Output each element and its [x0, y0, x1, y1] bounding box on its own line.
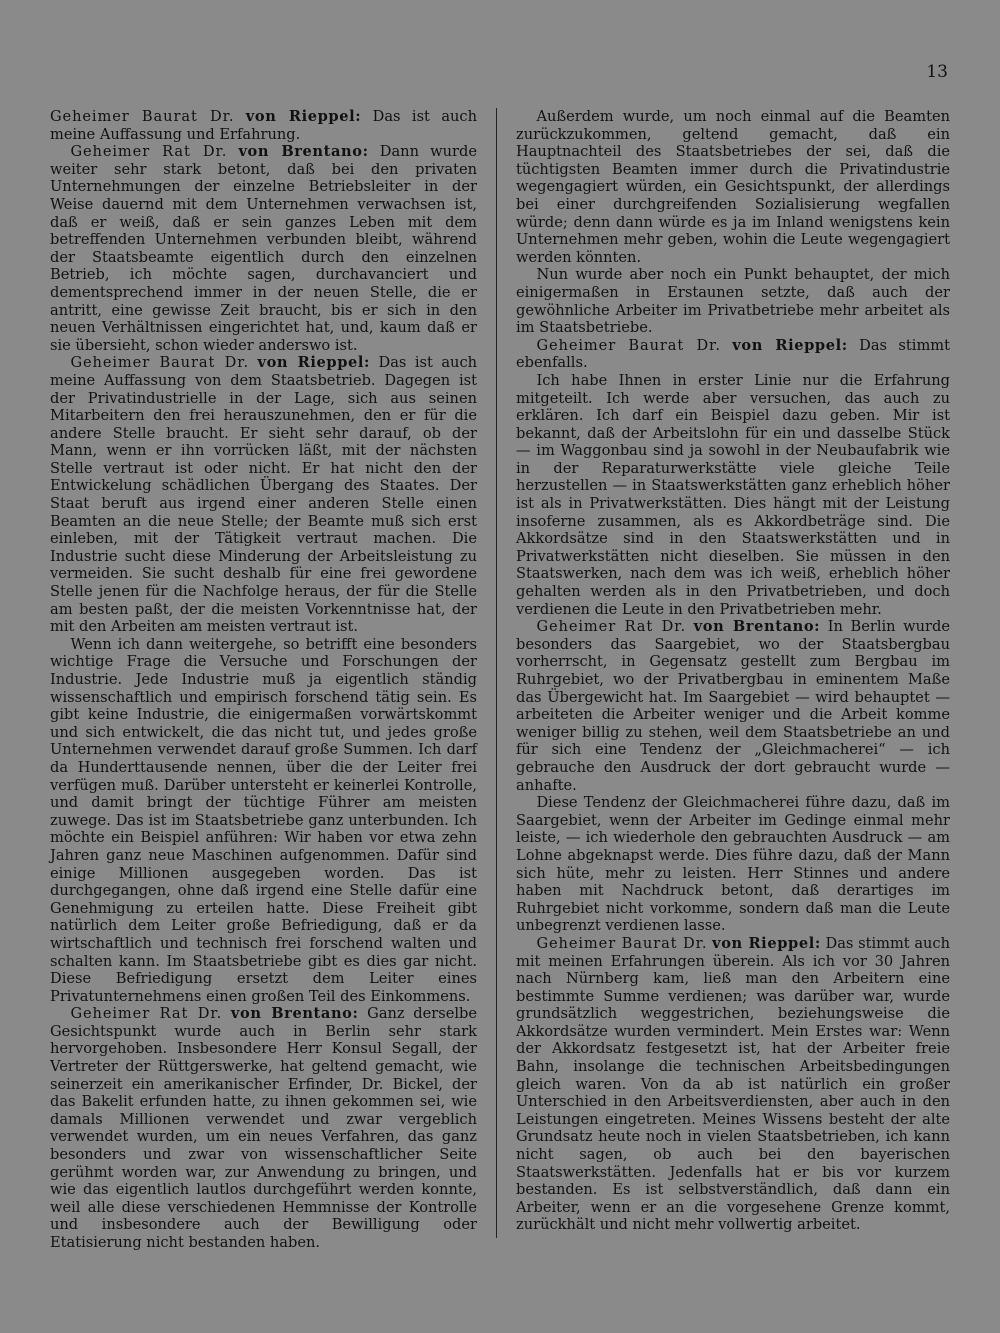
- paragraph-text: Ich habe Ihnen in erster Linie nur die Erfahrung mitgeteilt. Ich werde aber versuchen, das auch zu erklären. Ich darf ein Beispiel dazu geben. Mir ist bekannt, daß der Arbeitslohn für ein und dasselbe Stück — im Waggonbau sind ja sowohl in der Neubaufabrik wie in der Reparaturwerkstätte viele gleiche Teile herzustellen — in Staatswerkstätten ganz erheblich höher ist als in Privatwerkstätten. Dies hängt mit der Leistung insoferne zusammen, als es Akkordbeträge sind. Die Akkordsätze sind in den Staatswerkstätten und in Privatwerkstätten nicht dieselben. Sie müssen in den Staatswerken, nach dem was ich weiß, erheblich höher gehalten werden als in den Privatbetrieben, und doch verdienen die Leute in den Privatbetrieben mehr.: [516, 371, 950, 618]
- paragraph: [50, 636, 477, 1005]
- paragraph: [516, 794, 950, 935]
- paragraph: [50, 143, 477, 354]
- paragraph-text: Diese Tendenz der Gleichmacherei führe dazu, daß im Saargebiet, wenn der Arbeiter im Gedinge einmal mehr leiste, — ich wiederhole den gebrauchten Ausdruck — am Lohne abgeknapst werde. Dies führe dazu, daß der Mann sich hüte, mehr zu leisten. Herr Stinnes und andere haben mit Nachdruck betont, daß derartiges im Ruhrgebiet nicht vorkomme, sondern daß man die Leute unbegrenzt verdienen lasse.: [516, 794, 950, 935]
- speaker-title: Geheimer Rat Dr.: [536, 618, 687, 636]
- speaker-title: Geheimer Baurat Dr.: [70, 354, 250, 372]
- speaker-title: Geheimer Baurat Dr.: [536, 336, 721, 354]
- paragraph: [516, 108, 950, 266]
- speaker-name: von Brentano:: [693, 618, 821, 636]
- paragraph-text: Das stimmt ebenfalls.: [516, 336, 950, 372]
- paragraph-text: Nun wurde aber noch ein Punkt behauptet, der mich einigermaßen in Erstaunen setzte, daß auch der gewöhnliche Arbeiter im Privatbetriebe mehr arbeitet als im Staatsbetriebe.: [516, 266, 950, 337]
- paragraph-text: Das stimmt auch mit meinen Erfahrungen überein. Als ich vor 30 Jahren nach Nürnberg kam, ließ man den Arbeitern eine bestimmte Summe verdienen; was darüber war, wurde grundsätzlich weggestrichen, beziehungsweise die Akkordsätze wurden vermindert. Mein Erstes war: Wenn der Akkordsatz festgesetzt ist, hat der Arbeiter freie Bahn, insolange die technischen Arbeitsbedingungen gleich waren. Von da ab ist natürlich ein großer Unterschied in den Arbeitsverdiensten, aber auch in den Leistungen eingetreten. Meines Wissens besteht der alte Grundsatz heute noch in vielen Staatsbetrieben, ich kann nicht sagen, ob auch bei den bayerischen Staatswerkstätten. Jedenfalls hat er bis vor kurzem bestanden. Es ist selbstverständlich, daß dann ein Arbeiter, wenn er an die vorgesehene Grenze kommt, zurückhält und nicht mehr vollwertig arbeitet.: [516, 934, 951, 1234]
- speaker-name: von Rieppel:: [257, 354, 371, 372]
- right-column: [516, 108, 950, 1234]
- speaker-name: von Rieppel:: [712, 934, 821, 952]
- paragraph-text: In Berlin wurde besonders das Saargebiet, wo der Staatsbergbau vorherrscht, in Gegensatz gestellt zum Bergbau im Ruhrgebiet, wo der Privatbergbau in eminentem Maße das Übergewicht hat. Im Saargebiet — wird behauptet — arbeiteten die Arbeiter weniger und die Arbeit komme weniger billig zu stehen, weil dem Staatsbetriebe an und für sich eine Tendenz der „Gleichmacherei“ — ich gebrauche den Ausdruck der dort gebraucht wurde — anhafte.: [516, 618, 950, 794]
- paragraph-text: Das ist auch meine Auffassung und Erfahrung.: [50, 108, 477, 143]
- paragraph-text: Wenn ich dann weitergehe, so betrifft eine besonders wichtige Frage die Versuche und Forschungen der Industrie. Jede Industrie muß ja eigentlich ständig wissenschaftlich und empirisch forschend tätig sein. Es gibt keine Industrie, die einigermaßen vorwärtskommt und sich entwickelt, die das nicht tut, und jedes große Unternehmen verwendet darauf große Summen. Ich darf da Hunderttausende nennen, über die der Leiter frei verfügen muß. Darüber untersteht er keinerlei Kontrolle, und damit bringt der tüchtige Führer am meisten zuwege. Das ist im Staatsbetriebe ganz unterbunden. Ich möchte ein Beispiel anführen: Wir haben vor etwa zehn Jahren ganz neue Maschinen aufgenommen. Dafür sind einige Millionen ausgegeben worden. Das ist durchgegangen, ohne daß irgend eine Stelle dafür eine Genehmigung zu erteilen hatte. Diese Freiheit gibt natürlich dem Leiter große Befriedigung, daß er da wirtschaftlich und technisch frei forschend walten und schalten kann. Im Staatsbetriebe gibt es dies gar nicht. Diese Befriedigung ersetzt dem Leiter eines Privatunternehmens einen großen Teil des Einkommens.: [50, 635, 477, 1005]
- speaker-name: von Brentano:: [230, 1005, 359, 1023]
- paragraph: [50, 108, 477, 143]
- paragraph: [516, 266, 950, 336]
- speaker-name: von Brentano:: [238, 143, 369, 161]
- paragraph-text: Ganz derselbe Gesichtspunkt wurde auch in Berlin sehr stark hervorgehoben. Insbesondere Herr Konsul Segall, der Vertreter der Rüttgerswerke, hat geltend gemacht, wie seinerzeit ein amerikanischer Erfinder, Dr. Bickel, der das Bakelit erfunden hatte, zu ihnen gekommen sei, wie damals Millionen verwendet und zwar vergeblich verwendet wurden, um ein neues Verfahren, das ganz besonders und zwar von wissenschaftlicher Seite gerühmt worden war, zur Anwendung zu bringen, und wie das eigentlich lautlos durchgeführt werden konnte, weil alle diese verschiedenen Hemmnisse der Kontrolle und insbesondere auch der Bewilligung oder Etatisierung nicht bestanden haben.: [50, 1005, 478, 1251]
- left-column: [50, 108, 477, 1252]
- paragraph: [516, 337, 950, 372]
- column-divider: [496, 108, 497, 1238]
- paragraph: [50, 1005, 477, 1251]
- paragraph: [516, 935, 950, 1234]
- paragraph: [50, 354, 477, 636]
- paragraph: [516, 372, 950, 618]
- paragraph-text: Außerdem wurde, um noch einmal auf die Beamten zurückzukommen, geltend gemacht, daß ein Hauptnachteil des Staatsbetriebes der sei, daß die tüchtigsten Beamten immer durch die Privatindustrie wegengagiert würden, ein Gesichtspunkt, der allerdings bei einer durchgreifenden Sozialisierung wegfallen würde; denn dann würde es ja im Inland wenigstens kein Unternehmen mehr geben, wohin die Leute wegengagiert werden könnten.: [516, 108, 950, 266]
- paragraph-text: Das ist auch meine Auffassung von dem Staatsbetrieb. Dagegen ist der Privatindustrielle in der Lage, sich aus seinen Mitarbeitern den frei herauszunehmen, den er für die andere Stelle braucht. Er sieht sehr darauf, ob der Mann, wenn er ihn vorrücken läßt, mit der nächsten Stelle vertraut ist oder nicht. Er hat nicht den der Entwickelung schädlichen Übergang des Staates. Der Staat beruft aus irgend einer anderen Stelle einen Beamten an die neue Stelle; der Beamte muß sich erst einleben, mit der Tätigkeit vertraut machen. Die Industrie sucht diese Minderung der Arbeitsleistung zu vermeiden. Sie sucht deshalb für eine frei gewordene Stelle jenen für die Nachfolge heraus, der für die Stelle am besten paßt, der die meisten Vorkenntnisse hat, der mit den Arbeiten am meisten vertraut ist.: [50, 354, 478, 636]
- speaker-title: Geheimer Rat Dr.: [70, 143, 228, 161]
- paragraph: [516, 618, 950, 794]
- speaker-name: von Rieppel:: [732, 336, 848, 354]
- speaker-name: von Rieppel:: [245, 108, 362, 125]
- speaker-title: Geheimer Rat Dr.: [70, 1005, 223, 1023]
- paragraph-text: Dann wurde weiter sehr stark betont, daß bei den privaten Unternehmungen der einzelne Betriebsleiter in der Weise dauernd mit dem Unternehmen verwachsen ist, daß er weiß, daß er sein ganzes Leben mit dem betreffenden Unternehmen verbunden bleibt, während der Staatsbeamte eigentlich durch den einzelnen Betrieb, ich möchte sagen, durchavanciert und dementsprechend immer in der neuen Stelle, die er antritt, eine gewisse Zeit braucht, bis er sich in den neuen Verhältnissen eingerichtet hat, und, kaum daß er sie übersieht, schon wieder anderswo ist.: [50, 143, 477, 354]
- page-number: 13: [926, 62, 948, 82]
- speaker-title: Geheimer Baurat Dr.: [50, 108, 235, 125]
- speaker-title: Geheimer Baurat Dr.: [536, 934, 708, 952]
